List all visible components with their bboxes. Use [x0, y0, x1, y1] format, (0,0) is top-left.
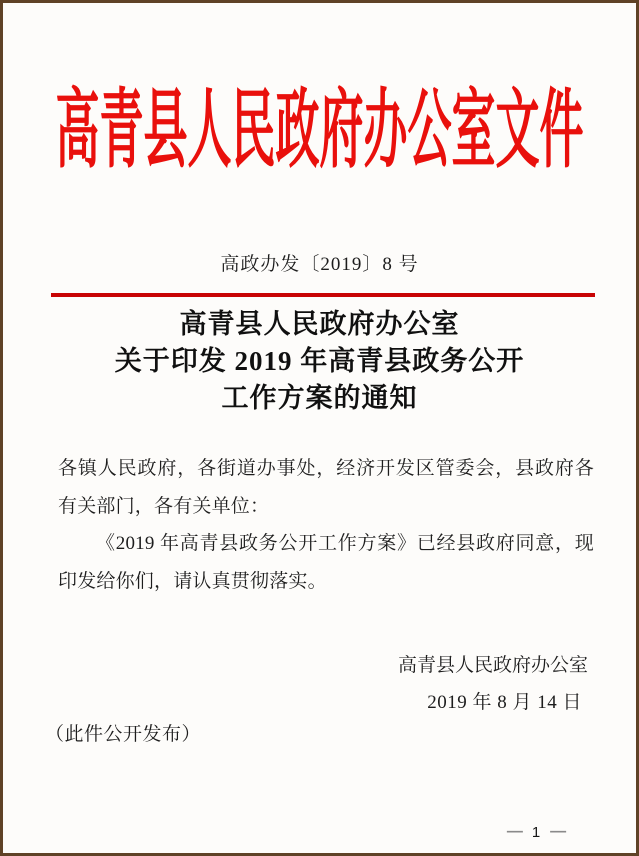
title-line-2: 关于印发 2019 年高青县政务公开 [114, 346, 525, 376]
page-number [481, 823, 591, 841]
document-title [3, 306, 636, 417]
public-release-note: （此件公开发布） [45, 724, 202, 745]
signature-block [398, 647, 588, 721]
red-divider-rule [51, 293, 595, 297]
title-line-3: 工作方案的通知 [221, 383, 418, 413]
letterhead-title: 高青县人民政府办公室文件 [55, 83, 584, 179]
letterhead-banner [3, 63, 636, 181]
signature-date: 2019 年 8 月 14 日 [427, 692, 582, 713]
page-number-dash-right: — [550, 823, 566, 840]
signature-org: 高青县人民政府办公室 [397, 655, 588, 676]
body-paragraph: 《2019 年高青县政务公开工作方案》已经县政府同意，现印发给你们，请认真贯彻落实。 [58, 533, 594, 592]
page-number-dash-left: — [506, 823, 522, 840]
title-line-1: 高青县人民政府办公室 [179, 309, 460, 339]
document-body [58, 450, 594, 600]
doc-reference-number: 高政办发〔2019〕8 号 [220, 254, 419, 275]
page-number-value: 1 [531, 823, 541, 841]
body-salutation: 各镇人民政府，各街道办事处，经济开发区管委会，县政府各有关部门，各有关单位： [58, 458, 594, 517]
